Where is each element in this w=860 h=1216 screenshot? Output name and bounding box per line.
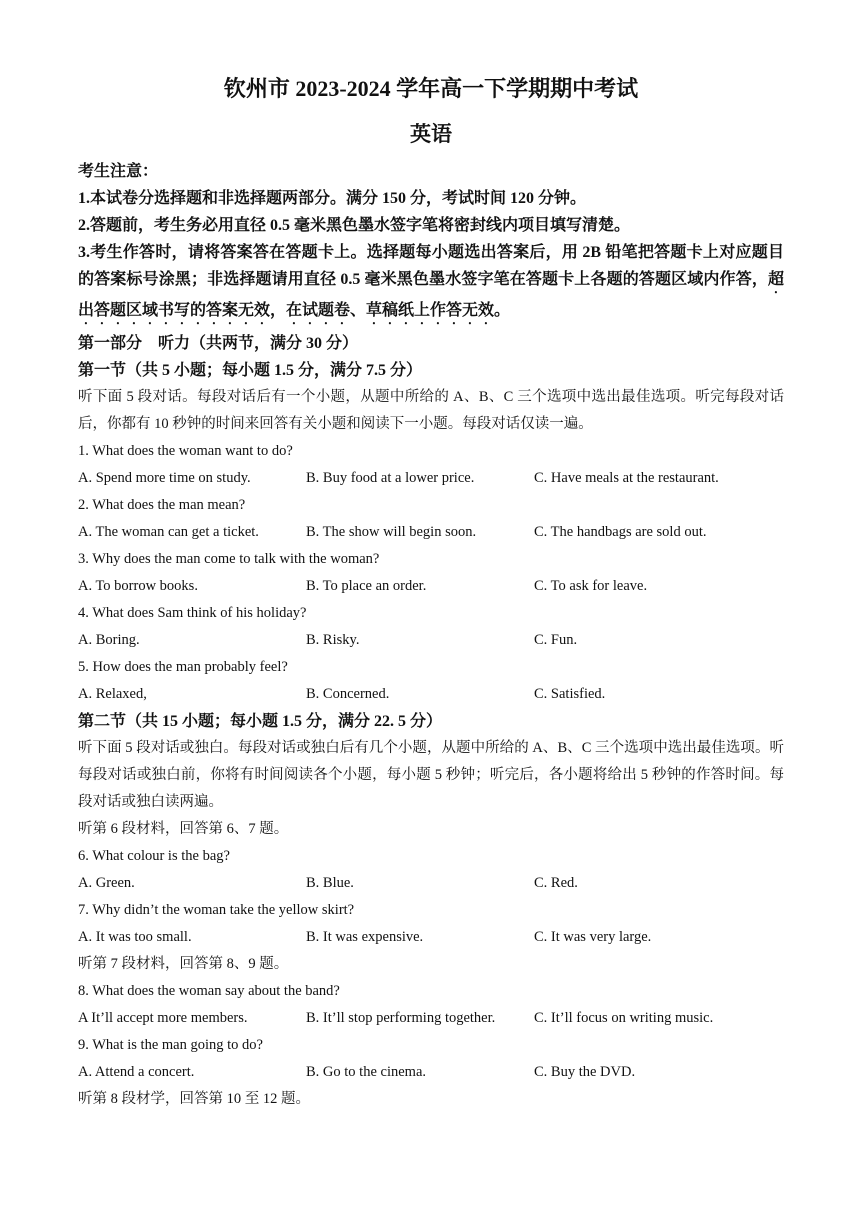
section1-instructions: 听下面 5 段对话。每段对话后有一个小题，从题中所给的 A、B、C 三个选项中选出最佳选项。听完每段对话后，你都有 10 秒钟的时间来回答有关小题和阅读下一小题。每段对话仅读一遍。 bbox=[78, 389, 784, 432]
question-text: 2. What does the man mean? bbox=[78, 497, 246, 513]
option-b: B. Blue. bbox=[306, 875, 354, 891]
option-b: B. Buy food at a lower price. bbox=[306, 470, 475, 486]
options-row bbox=[78, 681, 784, 708]
question-9 bbox=[78, 1032, 784, 1086]
notice-heading: 考生注意： bbox=[78, 163, 159, 180]
option-b: B. The show will begin soon. bbox=[306, 524, 477, 540]
option-c: C. The handbags are sold out. bbox=[534, 524, 707, 540]
options-row bbox=[78, 627, 784, 654]
question-text: 3. Why does the man come to talk with the woman? bbox=[78, 551, 380, 567]
option-a: A. Boring. bbox=[78, 632, 140, 648]
option-a: A. Relaxed, bbox=[78, 686, 147, 702]
notice-item-3-text: 3.考生作答时，请将答案答在答题卡上。选择题每小题选出答案后，用 2B 铅笔把答题卡上对应题目的答案标号涂黑；非选择题请用直径 0.5 毫米黑色墨水签字笔在答题卡上各题的答题区域内作答， bbox=[78, 244, 784, 288]
option-c: C. It’ll focus on writing music. bbox=[534, 1010, 714, 1026]
notice-item-1: 1.本试卷分选择题和非选择题两部分。满分 150 分，考试时间 120 分钟。 bbox=[78, 190, 587, 207]
option-c: C. Red. bbox=[534, 875, 578, 891]
option-b: B. Concerned. bbox=[306, 686, 390, 702]
material-7-note: 听第 7 段材料，回答第 8、9 题。 bbox=[78, 956, 289, 972]
notice-emphasis: 超出答题区域书写的答案无效，在试题卷、草稿纸上作答无效。 bbox=[78, 271, 784, 319]
option-c: C. Fun. bbox=[534, 632, 578, 648]
option-a: A. Attend a concert. bbox=[78, 1064, 195, 1080]
options-row bbox=[78, 870, 784, 897]
option-a: A. It was too small. bbox=[78, 929, 192, 945]
notice-item-2: 2.答题前，考生务必用直径 0.5 毫米黑色墨水签字笔将密封线内项目填写清楚。 bbox=[78, 217, 631, 234]
material-6-note: 听第 6 段材料，回答第 6、7 题。 bbox=[78, 821, 289, 837]
part1-heading: 第一部分 听力（共两节，满分 30 分） bbox=[78, 335, 359, 352]
exam-page bbox=[78, 74, 784, 1113]
option-c: C. To ask for leave. bbox=[534, 578, 648, 594]
options-row bbox=[78, 573, 784, 600]
options-row bbox=[78, 1005, 784, 1032]
options-row bbox=[78, 924, 784, 951]
option-a: A. Green. bbox=[78, 875, 135, 891]
option-b: B. It was expensive. bbox=[306, 929, 424, 945]
option-b: B. Go to the cinema. bbox=[306, 1064, 427, 1080]
question-5 bbox=[78, 654, 784, 708]
option-c: C. Buy the DVD. bbox=[534, 1064, 636, 1080]
question-text: 6. What colour is the bag? bbox=[78, 848, 230, 864]
subject-title: 英语 bbox=[410, 122, 452, 146]
notice-block bbox=[78, 158, 784, 328]
material-8-note: 听第 8 段材学，回答第 10 至 12 题。 bbox=[78, 1091, 310, 1107]
question-6 bbox=[78, 843, 784, 897]
question-2 bbox=[78, 492, 784, 546]
option-b: B. To place an order. bbox=[306, 578, 427, 594]
option-a: A. The woman can get a ticket. bbox=[78, 524, 259, 540]
options-row bbox=[78, 519, 784, 546]
option-c: C. Satisfied. bbox=[534, 686, 606, 702]
section1-heading: 第一节（共 5 小题；每小题 1.5 分，满分 7.5 分） bbox=[78, 362, 423, 379]
option-c: C. Have meals at the restaurant. bbox=[534, 470, 719, 486]
question-text: 8. What does the woman say about the band? bbox=[78, 983, 340, 999]
question-text: 5. How does the man probably feel? bbox=[78, 659, 288, 675]
option-b: B. It’ll stop performing together. bbox=[306, 1010, 496, 1026]
notice-item-3 bbox=[78, 239, 784, 328]
question-4 bbox=[78, 600, 784, 654]
exam-title: 钦州市 2023-2024 学年高一下学期期中考试 bbox=[223, 76, 639, 101]
section2-instructions: 听下面 5 段对话或独白。每段对话或独白后有几个小题，从题中所给的 A、B、C 三个选项中选出最佳选项。听每段对话或独白前，你将有时间阅读各个小题，每小题 5 秒钟；听完后，各小题将给出 5 秒钟的作答时间。每段对话或独白读两遍。 bbox=[78, 740, 784, 810]
question-1 bbox=[78, 438, 784, 492]
option-c: C. It was very large. bbox=[534, 929, 652, 945]
option-a: A. Spend more time on study. bbox=[78, 470, 251, 486]
option-a: A It’ll accept more members. bbox=[78, 1010, 248, 1026]
question-text: 4. What does Sam think of his holiday? bbox=[78, 605, 307, 621]
question-text: 1. What does the woman want to do? bbox=[78, 443, 293, 459]
question-text: 9. What is the man going to do? bbox=[78, 1037, 263, 1053]
option-b: B. Risky. bbox=[306, 632, 360, 648]
question-3 bbox=[78, 546, 784, 600]
question-text: 7. Why didn’t the woman take the yellow skirt? bbox=[78, 902, 355, 918]
option-a: A. To borrow books. bbox=[78, 578, 198, 594]
options-row bbox=[78, 465, 784, 492]
section2-heading: 第二节（共 15 小题；每小题 1.5 分，满分 22. 5 分） bbox=[78, 713, 443, 730]
options-row bbox=[78, 1059, 784, 1086]
question-7 bbox=[78, 897, 784, 951]
question-8 bbox=[78, 978, 784, 1032]
